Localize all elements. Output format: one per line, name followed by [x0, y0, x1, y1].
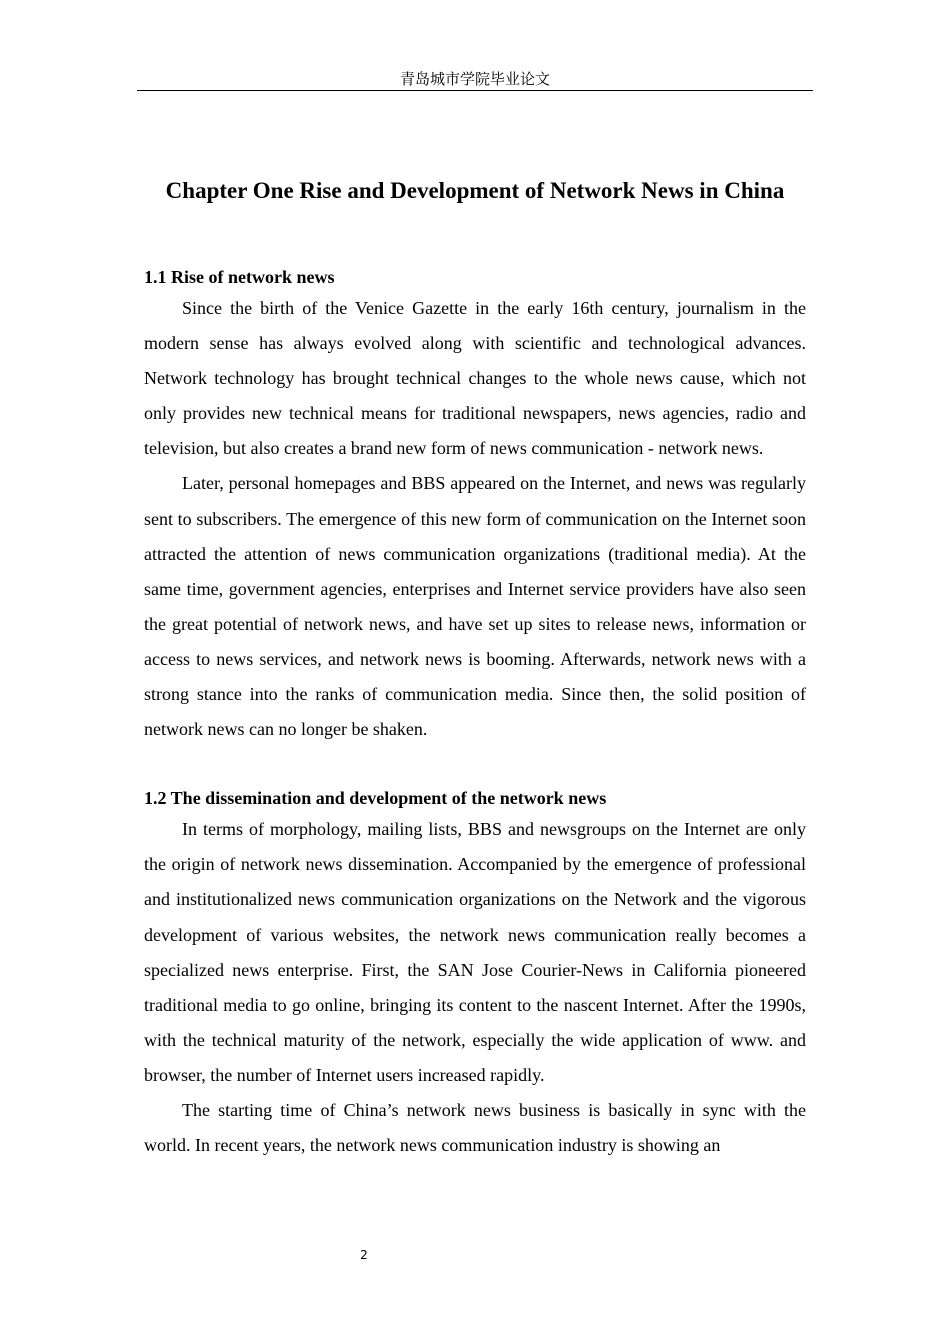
section-heading: 1.1 Rise of network news [144, 267, 335, 287]
document-body [144, 263, 806, 1163]
body-paragraph: Since the birth of the Venice Gazette in the early 16th century, journalism in the modern sense has always evolved along with scientific and technological advances. Network technology has brought technical changes to the whole news cause, which not only provides new technical means for traditional newspapers, news agencies, radio and television, but also creates a brand new form of news communication - network news. [144, 298, 806, 459]
header-rule [137, 90, 813, 91]
section-spacer [144, 747, 806, 784]
section-heading: 1.2 The dissemination and development of the network news [144, 788, 607, 809]
page-number: 2 [360, 1248, 368, 1262]
page-header: 青岛城市学院毕业论文 [399, 70, 550, 88]
body-paragraph: In terms of morphology, mailing lists, BBS and newsgroups on the Internet are only the origin of network news dissemination. Accompanied by the emergence of professional and institutionalized news communication organizations on the Network and the vigorous development of various websites, the network news communication really becomes a specialized news enterprise. First, the SAN Jose Courier-News in California pioneered traditional media to go online, bringing its content to the nascent Internet. After the 1990s, with the technical maturity of the network, especially the wide application of www. and browser, the number of Internet users increased rapidly. [144, 819, 806, 1085]
section-1-2 [144, 784, 806, 1163]
section-1-1 [144, 263, 806, 747]
body-paragraph: Later, personal homepages and BBS appeared on the Internet, and news was regularly sent to subscribers. The emergence of this new form of communication on the Internet soon attracted the attention of news communication organizations (traditional media). At the same time, government agencies, enterprises and Internet service providers have also seen the great potential of network news, and have set up sites to release news, information or access to news services, and network news is booming. Afterwards, network news with a strong stance into the ranks of communication media. Since then, the solid position of network news can no longer be shaken. [144, 473, 806, 740]
chapter-title: Chapter One Rise and Development of Network News in China [165, 178, 785, 203]
body-paragraph: The starting time of China’s network news business is basically in sync with the world. In recent years, the network news communication industry is showing an [144, 1099, 806, 1156]
